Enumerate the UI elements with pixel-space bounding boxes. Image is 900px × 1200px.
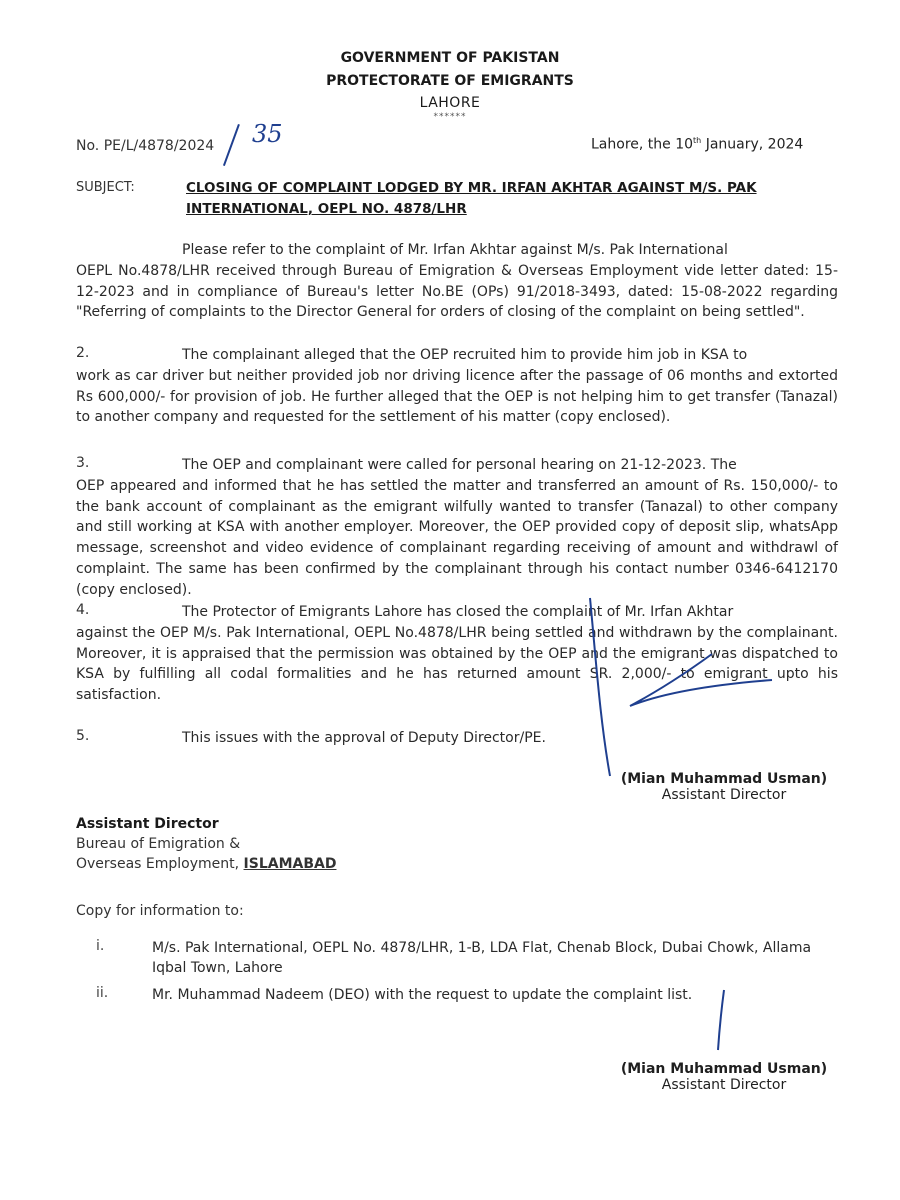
paragraph-1-rest: OEPL No.4878/LHR received through Bureau of Emigration & Overseas Employment vide letter dated: 15-12-2023 and in compliance of Bureau's letter No.BE (OPs) 91/2018-3493, dated: 15-08-2022 regarding "Referring of complaints to the Director General for orders of closing of the complaint on being settled". (76, 262, 838, 321)
paragraph-3-first-line: The OEP and complainant were called for personal hearing on 21-12-2023. The (182, 457, 737, 473)
handwritten-dispatch-number: 35 (252, 120, 283, 148)
paragraph-2-first-line: The complainant alleged that the OEP recruited him to provide him job in KSA to (182, 347, 748, 363)
signature-stroke-1 (590, 598, 610, 776)
addressee-city: ISLAMABAD (243, 856, 337, 872)
subject-line-1: CLOSING OF COMPLAINT LODGED BY MR. IRFAN AKHTAR AGAINST M/S. PAK (186, 180, 757, 196)
paragraph-4-first-line: The Protector of Emigrants Lahore has closed the complaint of Mr. Irfan Akhtar (182, 604, 734, 620)
addressee-line-2: Bureau of Emigration & (76, 836, 241, 852)
letterhead-department: PROTECTORATE OF EMIGRANTS (326, 73, 574, 89)
paragraph-2-rest: work as car driver but neither provided job nor driving licence after the passage of 06 months and extorted Rs 600,000/- for provision of job. He further alleged that the OEP is not helping him to get transfer (Tanazal) to another company and requested for the settlement of his matter (copy enclosed). (76, 367, 838, 426)
signatory-name: (Mian Muhammad Usman) (620, 1061, 828, 1077)
signatory-name: (Mian Muhammad Usman) (620, 771, 828, 787)
copy-item-1-text: M/s. Pak International, OEPL No. 4878/LHR, 1-B, LDA Flat, Chenab Block, Dubai Chowk, Allama Iqbal Town, Lahore (152, 940, 812, 976)
subject-line-2: INTERNATIONAL, OEPL NO. 4878/LHR (186, 201, 467, 217)
signature-stroke-3 (718, 990, 724, 1050)
paragraph-3-rest: OEP appeared and informed that he has settled the matter and transferred an amount of Rs. 150,000/- to the bank account of complainant as the emigrant wilfully wanted to transfer (Tanazal) to other company and still working at KSA with another employer. Moreover, the OEP provided copy of deposit slip, whatsApp message, screenshot and video evidence of complainant regarding receiving of amount and withdrawl of complaint. The same has been confirmed by the complainant through his contact number 0346-6412170 (copy enclosed). (76, 477, 838, 598)
copy-item-2-text: Mr. Muhammad Nadeem (DEO) with the request to update the complaint list. (152, 987, 693, 1003)
signatory-title: Assistant Director (661, 1077, 787, 1093)
paragraph-3-number: 3. (76, 455, 90, 471)
paragraph-2-number: 2. (76, 345, 90, 361)
date-superscript: th (693, 136, 702, 145)
copy-item-1-number: i. (96, 938, 105, 954)
letterhead-stars: ****** (433, 112, 467, 122)
letterhead-city: LAHORE (419, 95, 481, 111)
copy-item-2-number: ii. (96, 985, 109, 1001)
letterhead-government: GOVERNMENT OF PAKISTAN (340, 50, 560, 66)
addressee-title: Assistant Director (76, 816, 219, 832)
signature-stroke-2 (630, 654, 772, 706)
copy-label: Copy for information to: (76, 903, 244, 919)
paragraph-4-number: 4. (76, 602, 90, 618)
signatory-title: Assistant Director (661, 787, 787, 803)
paragraph-5-first-line: This issues with the approval of Deputy Director/PE. (182, 730, 546, 746)
reference-number: No. PE/L/4878/2024 (76, 138, 215, 154)
paragraph-5-number: 5. (76, 728, 90, 744)
date-suffix: January, 2024 (701, 136, 804, 153)
addressee-line-3: Overseas Employment, (76, 856, 244, 872)
date-prefix: Lahore, the 10 (591, 136, 694, 153)
paragraph-4-rest: against the OEP M/s. Pak International, OEPL No.4878/LHR being settled and withdrawn by the complainant. Moreover, it is appraised that the permission was obtained by the OEP and the emigrant was dispatched to KSA by fulfilling all codal formalities and he has returned amount SR. 2,000/- to emigrant upto his satisfaction. (76, 624, 838, 704)
paragraph-1-first-line: Please refer to the complaint of Mr. Irfan Akhtar against M/s. Pak International (182, 242, 728, 258)
subject-label: SUBJECT: (76, 180, 135, 195)
